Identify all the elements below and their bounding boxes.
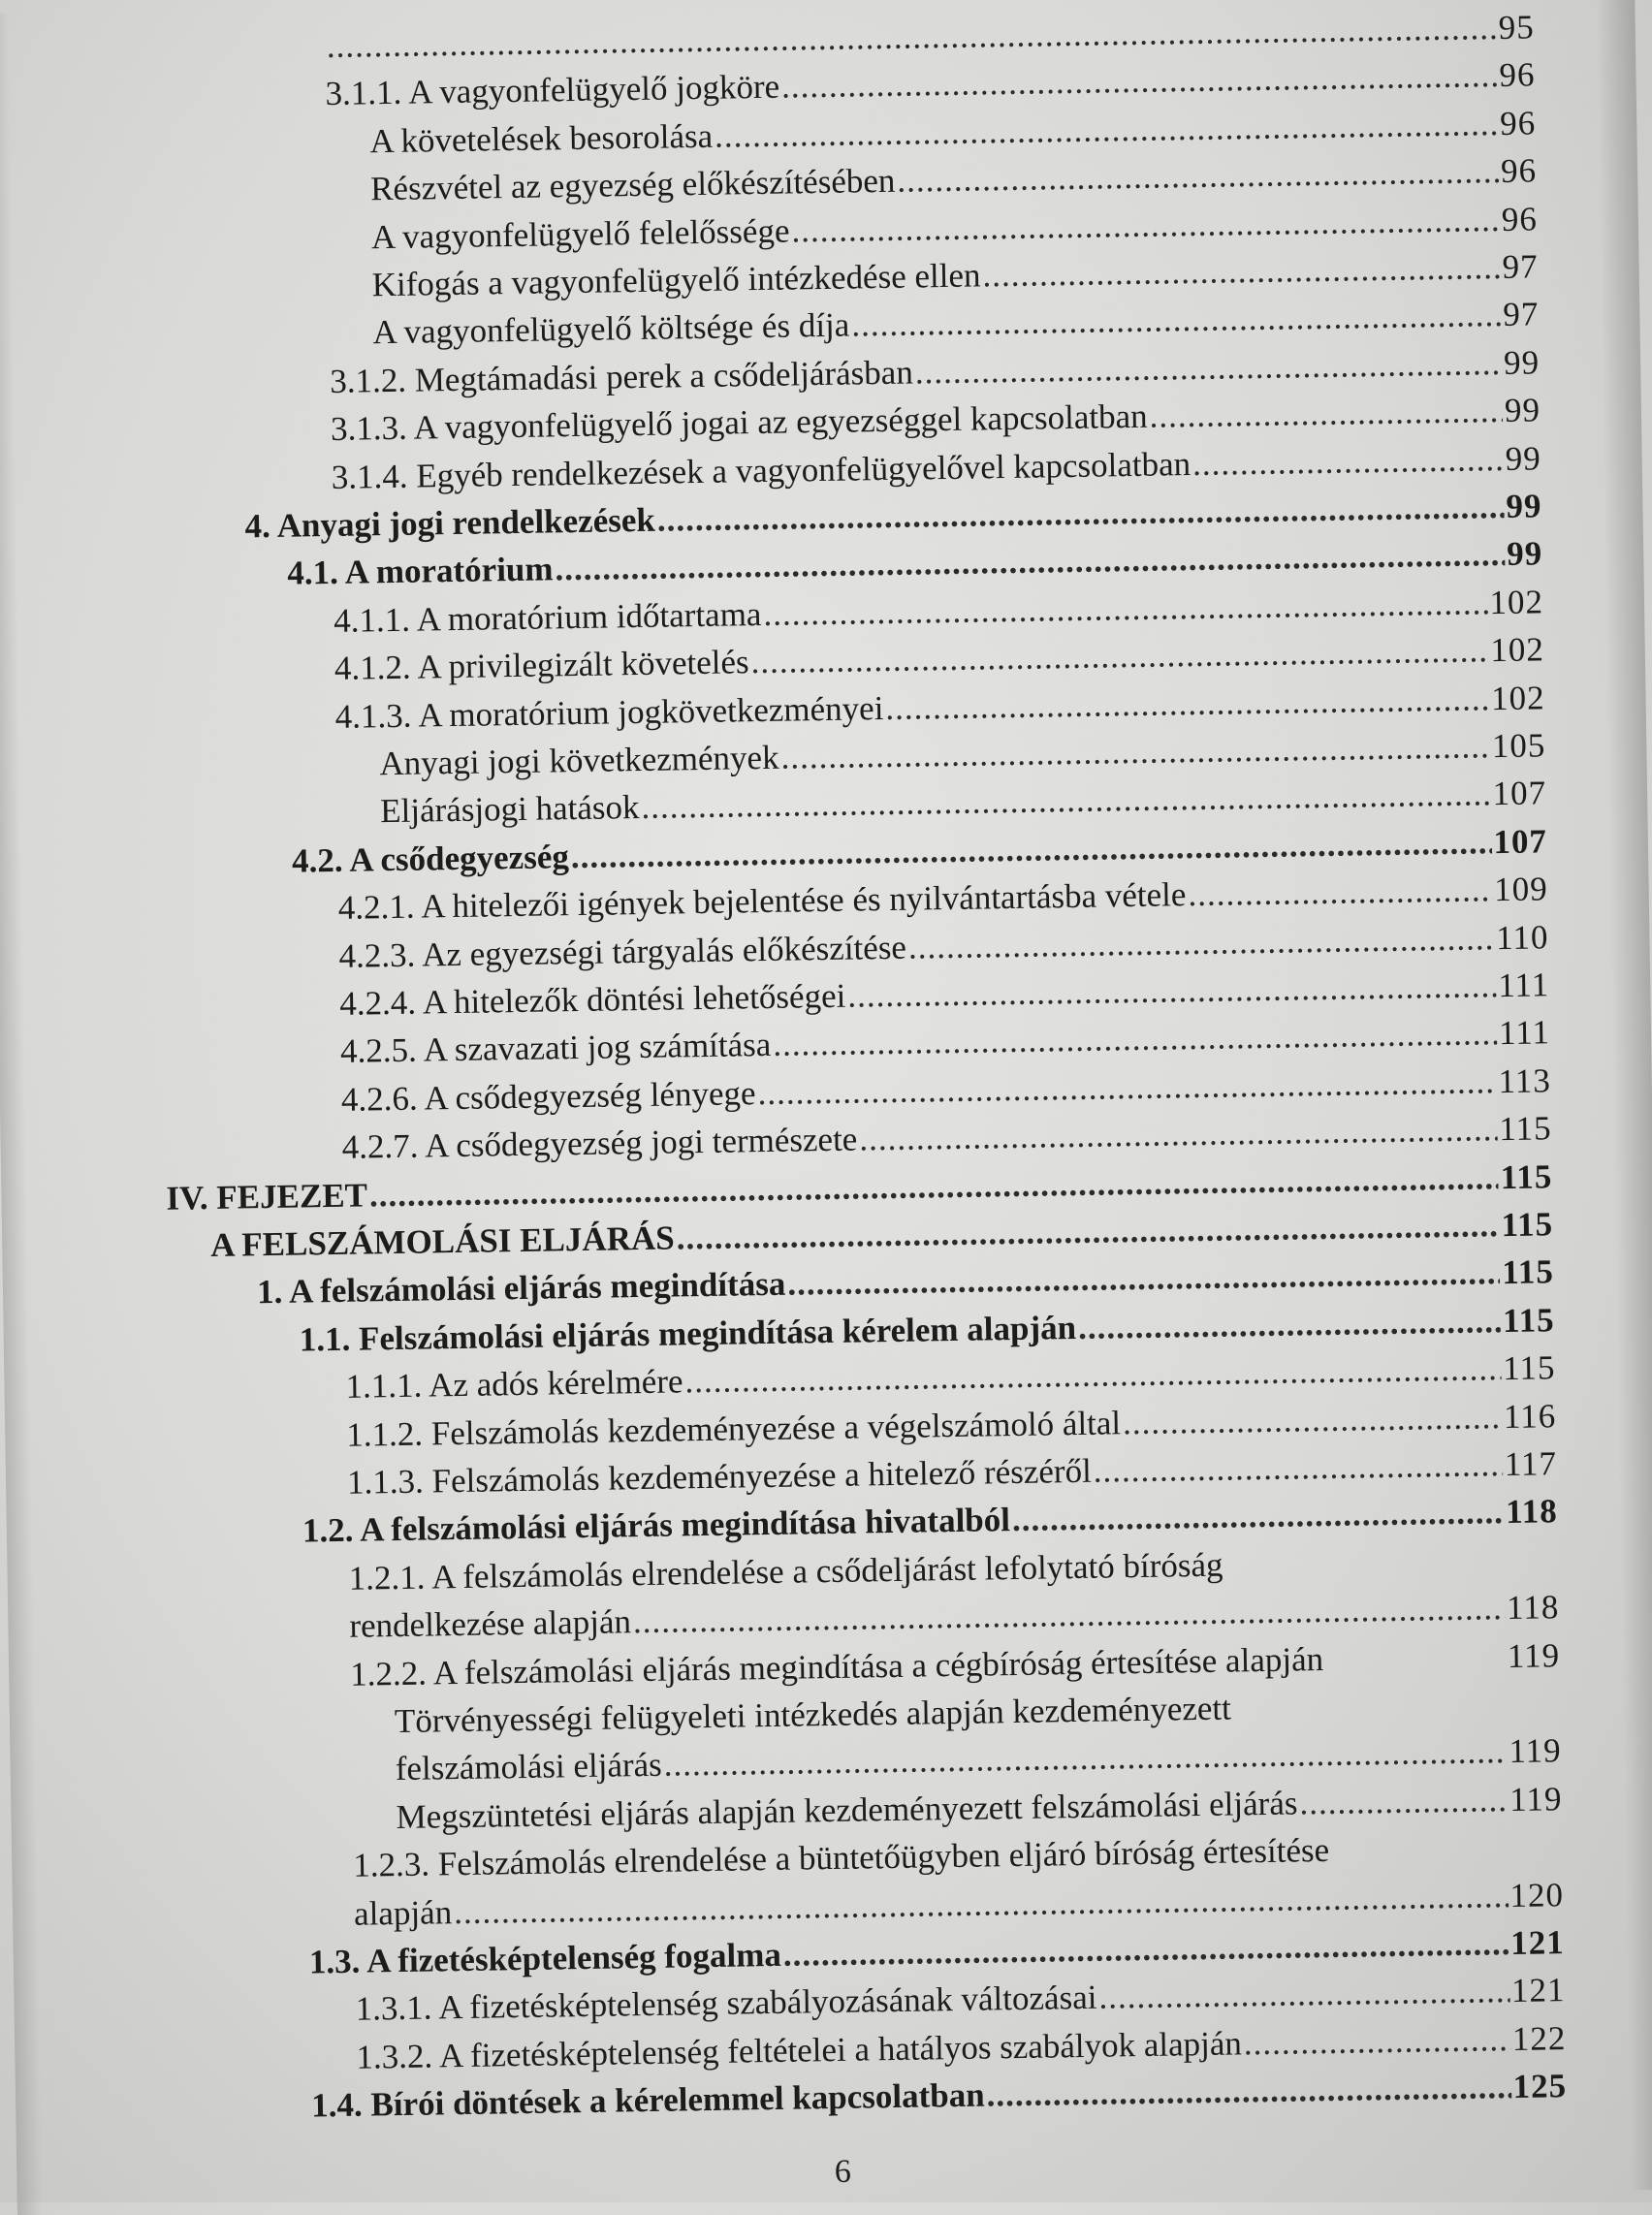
toc-entry-page: 115: [1499, 1109, 1552, 1149]
toc-entry-title: 1.1. Felszámolási eljárás megindítása kérelem alapján: [299, 1308, 1077, 1359]
toc-entry-title: 1. A felszámolási eljárás megindítása: [256, 1265, 786, 1312]
toc-entry-page: 113: [1498, 1061, 1552, 1100]
dot-leader: [986, 2066, 1511, 2116]
toc-entry-title: 3.1.4. Egyéb rendelkezések a vagyonfelügyelővel kapcsolatban: [331, 444, 1191, 496]
dot-leader: [633, 1587, 1506, 1643]
toc-entry-page: 97: [1502, 247, 1539, 286]
toc-entry-title: 1.3. A fizetésképtelenség fogalma: [308, 1935, 782, 1981]
toc-entry-title: Törvényességi felügyeleti intézkedés alapján kezdeményezett: [394, 1689, 1232, 1741]
toc-entry-page: 117: [1504, 1444, 1558, 1484]
toc-entry-page: 109: [1493, 870, 1548, 909]
dot-leader: [859, 1108, 1498, 1160]
toc-entry-page: 118: [1505, 1492, 1559, 1532]
dot-leader: [684, 1347, 1501, 1403]
dot-leader: [1012, 1491, 1505, 1541]
toc-entry-title: 3.1.3. A vagyonfelügyelő jogai az egyezséggel kapcsolatban: [330, 396, 1148, 449]
toc-entry-title: 4.2. A csődegyezség: [291, 837, 570, 880]
toc-entry-title: 4.2.1. A hitelezői igények bejelentése és nyilvántartásba vétele: [337, 875, 1187, 928]
dot-leader: [663, 1730, 1507, 1787]
toc-entry-title: felszámolási eljárás: [395, 1746, 663, 1788]
dot-leader: [908, 917, 1495, 968]
toc-entry-title: 1.2.1. A felszámolás elrendelése a csődeljárást lefolytató bíróság: [348, 1545, 1223, 1598]
toc-entry-page: 102: [1489, 630, 1545, 670]
toc-entry-page: 110: [1495, 917, 1549, 957]
toc-entry-title: 1.1.2. Felszámolás kezdeményezése a végelszámoló által: [346, 1403, 1122, 1454]
toc-entry-title: 4.2.4. A hitelezők döntési lehetőségei: [339, 976, 846, 1023]
toc-entry-page: 119: [1509, 1731, 1562, 1771]
toc-entry-title: 1.2.3. Felszámolás elrendelése a büntetőügyben eljáró bíróság értesítése: [353, 1831, 1330, 1884]
toc-entry-title: A FELSZÁMOLÁSI ELJÁRÁS: [209, 1218, 675, 1264]
toc-entry-title: Eljárásjogi hatások: [379, 788, 640, 831]
toc-entry-title: 1.4. Bírói döntések a kérelemmel kapcsolatban: [310, 2075, 985, 2125]
toc-entry-page: 119: [1509, 1779, 1563, 1819]
toc-entry-page: 122: [1511, 2018, 1567, 2058]
toc-entry-page: 121: [1509, 1923, 1566, 1963]
toc-entry-title: 4.2.7. A csődegyezség jogi természete: [341, 1120, 858, 1167]
toc-entry-title: 4.2.6. A csődegyezség lényege: [340, 1073, 756, 1119]
toc-entry-title: 4.2.3. Az egyezségi tárgyalás előkészítése: [338, 928, 907, 975]
dot-leader: [676, 1204, 1500, 1259]
toc-entry-title: 4.2.5. A szavazati jog számítása: [339, 1026, 772, 1071]
toc-entry-page: 99: [1503, 343, 1541, 382]
dot-leader: [1299, 1779, 1508, 1824]
toc-entry-page: 105: [1491, 726, 1546, 766]
toc-entry-title: alapján: [353, 1892, 453, 1933]
dot-leader: [851, 294, 1502, 347]
dot-leader: [1093, 1443, 1503, 1493]
toc-entry: [348, 1543, 1223, 1599]
toc-entry-page: 125: [1512, 2067, 1568, 2106]
dot-leader: [1098, 1970, 1509, 2019]
toc-entry-title: 4. Anyagi jogi rendelkezések: [244, 500, 656, 546]
dot-leader: [1244, 2018, 1511, 2065]
toc-entry-page: 96: [1499, 104, 1537, 142]
toc-entry-title: Anyagi jogi következmények: [379, 738, 779, 783]
toc-entry-title: Kifogás a vagyonfelügyelő intézkedése ellen: [371, 256, 981, 304]
toc-entry-page: 107: [1492, 774, 1547, 813]
toc-entry-page: 99: [1505, 438, 1541, 478]
toc-entry-page: 111: [1498, 1013, 1551, 1053]
toc-entry-page: 115: [1502, 1301, 1555, 1340]
toc-entry-page: 119: [1507, 1635, 1561, 1675]
toc-entry-title: 1.2. A felszámolási eljárás megindítása hivatalból: [302, 1501, 1011, 1550]
toc-entry-page: 120: [1509, 1875, 1565, 1914]
toc-entry-page: 116: [1503, 1396, 1557, 1436]
toc-entry-title: rendelkezése alapján: [349, 1602, 632, 1645]
toc-entry-title: 4.1. A moratórium: [287, 550, 554, 593]
toc-entry-page: 97: [1503, 295, 1540, 334]
toc-entry-page: 99: [1504, 391, 1541, 430]
dot-leader: [763, 582, 1488, 636]
dot-leader: [914, 342, 1502, 395]
dot-leader: [570, 821, 1491, 878]
toc-entry-page: 99: [1506, 534, 1543, 574]
toc-entry-title: 1.1.3. Felszámolás kezdeményezése a hitelező részéről: [346, 1451, 1093, 1502]
dot-leader: [641, 774, 1491, 830]
toc-entry-title: 4.1.3. A moratórium jogkövetkezményei: [334, 688, 884, 736]
dot-leader: [1188, 869, 1492, 916]
toc-entry-title: 4.1.1. A moratórium időtartama: [333, 594, 762, 640]
toc-entry-title: 1.1.1. Az adós kérelmére: [345, 1362, 683, 1407]
dot-leader: [1149, 390, 1503, 438]
toc-entry-page: 115: [1502, 1348, 1556, 1388]
toc-entry: [395, 1688, 1232, 1744]
dot-leader: [782, 1922, 1509, 1977]
page-number: 6: [834, 2153, 852, 2190]
toc-entry-page: 102: [1490, 678, 1545, 717]
toc-entry-title: 1.2.2. A felszámolási eljárás megindítása a cégbíróság értesítése alapján: [349, 1639, 1324, 1693]
toc-entry-page: 95: [1498, 8, 1535, 47]
dot-leader: [787, 1251, 1501, 1306]
dot-leader: [757, 1060, 1497, 1115]
toc-entry-page: 121: [1510, 1971, 1566, 2010]
dot-leader: [555, 533, 1505, 590]
toc-entry-page: 96: [1500, 151, 1538, 191]
dot-leader: [715, 103, 1499, 158]
toc-entry-title: A vagyonfelügyelő felelőssége: [370, 211, 790, 256]
dot-leader: [1123, 1396, 1503, 1444]
dot-leader: [781, 54, 1498, 109]
toc-entry-title: 3.1.1. A vagyonfelügyelő jogköre: [325, 68, 780, 113]
toc-entry-title: Megszüntetési eljárás alapján kezdeményezett felszámolási eljárás: [396, 1784, 1298, 1836]
dot-leader: [897, 150, 1499, 203]
dot-leader: [847, 965, 1497, 1018]
dot-leader: [982, 246, 1501, 297]
toc-entry-page: 96: [1501, 199, 1539, 238]
toc-entry-page: 115: [1501, 1205, 1554, 1245]
toc-entry-page: 99: [1506, 487, 1542, 525]
toc-entry-page: 102: [1489, 583, 1544, 621]
toc-entry-page: 115: [1500, 1156, 1553, 1196]
toc-entry-title: A vagyonfelügyelő költsége és díja: [372, 305, 850, 352]
dot-leader: [885, 678, 1489, 730]
toc-entry-page: 115: [1501, 1252, 1555, 1292]
toc-entry-title: Részvétel az egyezség előkészítésében: [369, 161, 896, 208]
dot-leader: [1192, 438, 1504, 486]
toc-entry-page: 111: [1497, 965, 1550, 1005]
dot-leader: [780, 725, 1490, 778]
toc-entry-page: 96: [1499, 55, 1536, 95]
toc-entry-title: 1.3.1. A fizetésképtelenség szabályozásának változásai: [355, 1978, 1097, 2029]
toc-entry-title: 1.3.2. A fizetésképtelenség feltételei a hatályos szabályok alapján: [356, 2024, 1243, 2076]
toc-entry-title: 4.1.2. A privilegizált követelés: [334, 643, 749, 688]
dot-leader: [750, 629, 1488, 683]
toc-entry-title: IV. FEJEZET: [166, 1176, 368, 1218]
dot-leader: [773, 1013, 1498, 1067]
dot-leader: [1078, 1300, 1502, 1349]
dot-leader: [791, 199, 1500, 252]
toc-entry-title: A követelések besorolása: [369, 116, 714, 161]
dot-leader: [656, 486, 1504, 542]
toc-entry-page: 118: [1506, 1588, 1560, 1628]
toc-entry-title: 3.1.2. Megtámadási perek a csődeljárásban: [329, 353, 914, 400]
toc-entry-page: 107: [1493, 822, 1548, 861]
